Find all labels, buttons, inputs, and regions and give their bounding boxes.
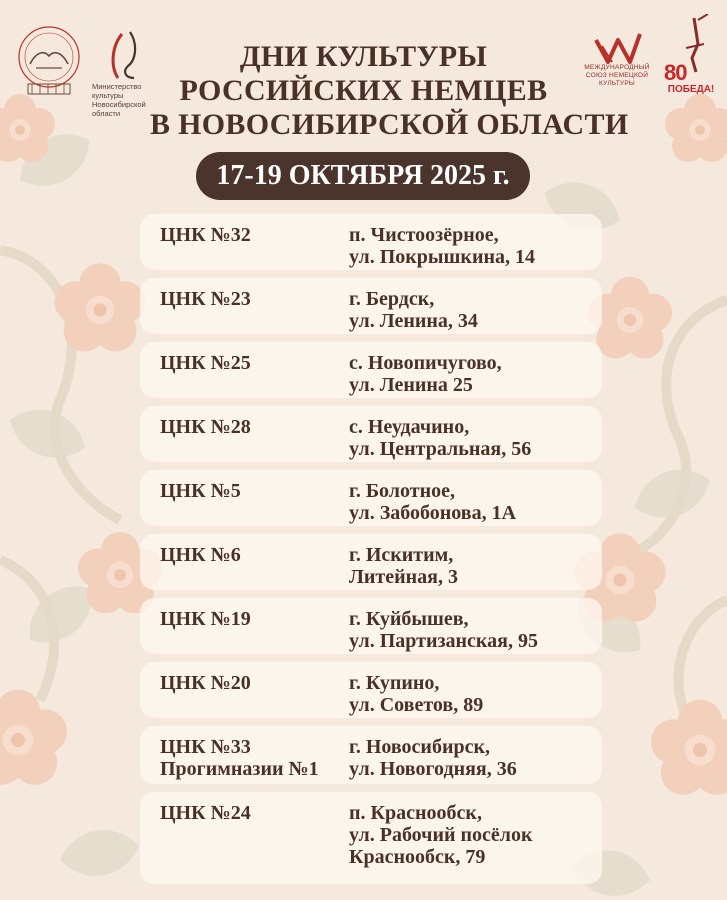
- venue-address: [349, 480, 516, 524]
- venue-row: [140, 470, 602, 526]
- address-line: с. Неудачино,: [349, 416, 470, 438]
- center-name: [160, 224, 251, 246]
- center-number: ЦНК №33: [160, 736, 251, 758]
- center-name: [160, 480, 241, 502]
- address-line: п. Краснообск,: [349, 802, 482, 824]
- venue-row: [140, 214, 602, 270]
- center-number: ЦНК №28: [160, 416, 251, 438]
- center-number: ЦНК №23: [160, 288, 251, 310]
- venue-row: [140, 792, 602, 884]
- center-number: ЦНК №19: [160, 608, 251, 630]
- venue-address: [349, 288, 478, 332]
- address-line: с. Новопичугово,: [349, 352, 502, 374]
- venue-address: [349, 608, 538, 652]
- address-line: ул. Ленина, 34: [349, 310, 478, 332]
- venue-address: [349, 736, 517, 780]
- address-line: ул. Советов, 89: [349, 694, 484, 716]
- center-name: [160, 416, 251, 438]
- address-line: ул. Ленина 25: [349, 374, 473, 396]
- address-line: г. Новосибирск,: [349, 736, 490, 758]
- venue-address: [349, 802, 533, 868]
- venue-row: [140, 342, 602, 398]
- center-name: [160, 802, 251, 824]
- address-line: ул. Рабочий посёлок: [349, 824, 533, 846]
- union-caption: МЕЖДУНАРОДНЫЙ СОЮЗ НЕМЕЦКОЙ КУЛЬТУРЫ: [584, 64, 650, 87]
- center-number: ЦНК №6: [160, 544, 241, 566]
- venue-row: [140, 662, 602, 718]
- venue-address: [349, 352, 502, 396]
- address-line: Краснообск, 79: [349, 846, 486, 868]
- venue-address: [349, 416, 531, 460]
- address-line: г. Бердск,: [349, 288, 435, 310]
- center-name: [160, 736, 319, 780]
- venue-address: [349, 544, 458, 588]
- center-subtitle: Прогимназии №1: [160, 758, 319, 780]
- center-number: ЦНК №24: [160, 802, 251, 824]
- center-name: [160, 672, 251, 694]
- victory-text: ПОБЕДА!: [667, 84, 715, 95]
- center-number: ЦНК №20: [160, 672, 251, 694]
- address-line: ул. Партизанская, 95: [349, 630, 538, 652]
- center-name: [160, 608, 251, 630]
- center-name: [160, 352, 251, 374]
- center-name: [160, 544, 241, 566]
- venue-row: [140, 278, 602, 334]
- venue-address: [349, 672, 483, 716]
- center-number: ЦНК №5: [160, 480, 241, 502]
- address-line: ул. Новогодняя, 36: [349, 758, 517, 780]
- venue-row: [140, 406, 602, 462]
- ministry-caption: Министерство культуры Новосибирской области: [92, 82, 146, 118]
- center-name: [160, 288, 251, 310]
- address-line: г. Болотное,: [349, 480, 455, 502]
- title-line-2: РОССИЙСКИХ НЕМЦЕВ: [179, 74, 548, 107]
- venue-address: [349, 224, 535, 268]
- address-line: г. Куйбышев,: [349, 608, 469, 630]
- address-line: г. Искитим,: [349, 544, 454, 566]
- address-line: ул. Забобонова, 1А: [349, 502, 517, 524]
- date-badge: 17-19 ОКТЯБРЯ 2025 г.: [196, 152, 530, 200]
- address-line: Литейная, 3: [349, 566, 458, 588]
- title-line-3: В НОВОСИБИРСКОЙ ОБЛАСТИ: [150, 108, 629, 141]
- russian-german-house-logo: [14, 22, 84, 100]
- center-number: ЦНК №25: [160, 352, 251, 374]
- address-line: г. Купино,: [349, 672, 440, 694]
- venue-row: [140, 534, 602, 590]
- venue-row: [140, 726, 602, 784]
- address-line: ул. Покрышкина, 14: [349, 246, 535, 268]
- address-line: ул. Центральная, 56: [349, 438, 532, 460]
- title-line-1: ДНИ КУЛЬТУРЫ: [239, 40, 488, 73]
- address-line: п. Чистоозёрное,: [349, 224, 499, 246]
- victory-number: 80: [664, 60, 687, 85]
- venue-row: [140, 598, 602, 654]
- center-number: ЦНК №32: [160, 224, 251, 246]
